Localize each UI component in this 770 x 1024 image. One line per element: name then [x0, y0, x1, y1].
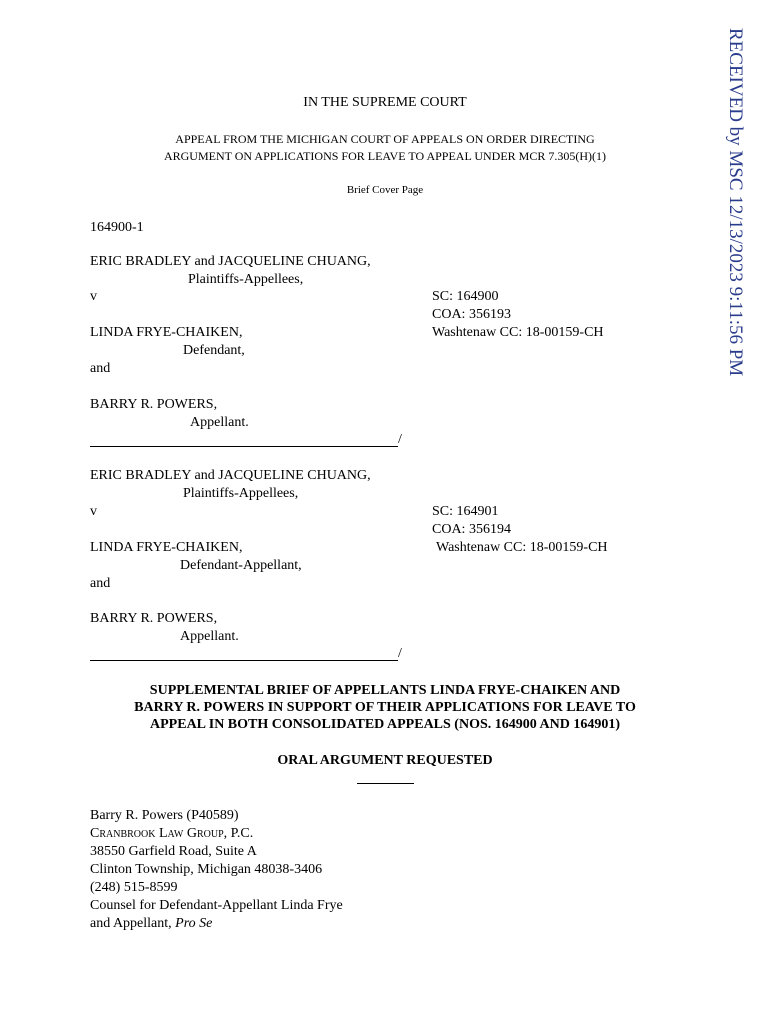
case2-defendant-role: Defendant-Appellant, [180, 558, 302, 573]
case2-sc-number: SC: 164901 [432, 504, 499, 519]
case2-caption-rule [90, 660, 398, 661]
counsel-address-1: 38550 Garfield Road, Suite A [90, 844, 257, 859]
counsel-phone: (248) 515-8599 [90, 880, 178, 895]
brief-title-line-1: SUPPLEMENTAL BRIEF OF APPELLANTS LINDA FRYE-CHAIKEN AND [149, 683, 621, 698]
case2-versus: v [90, 504, 97, 519]
case2-defendant: LINDA FRYE-CHAIKEN, [90, 540, 243, 555]
case2-and: and [90, 576, 111, 591]
case1-caption-slash: / [398, 432, 402, 447]
oral-argument-rule [357, 783, 414, 784]
case1-defendant: LINDA FRYE-CHAIKEN, [90, 325, 243, 340]
case1-defendant-role: Defendant, [183, 343, 245, 358]
counsel-role-2-prefix: and Appellant, [90, 916, 176, 931]
case1-and: and [90, 361, 111, 376]
counsel-firm: Cranbrook Law Group, P.C. [90, 826, 254, 841]
counsel-role-1: Counsel for Defendant-Appellant Linda Frye [90, 898, 343, 913]
cover-label: Brief Cover Page [346, 184, 424, 196]
case1-sc-number: SC: 164900 [432, 289, 499, 304]
counsel-address-2: Clinton Township, Michigan 48038-3406 [90, 862, 323, 877]
case1-cc-number: Washtenaw CC: 18-00159-CH [432, 325, 604, 340]
docket-number: 164900-1 [90, 220, 144, 235]
received-stamp: RECEIVED by MSC 12/13/2023 9:11:56 PM [725, 28, 746, 377]
brief-title-line-2: BARRY R. POWERS IN SUPPORT OF THEIR APPLICATIONS FOR LEAVE TO [134, 700, 636, 715]
case1-versus: v [90, 289, 97, 304]
case2-caption-slash: / [398, 646, 402, 661]
appeal-line-2: ARGUMENT ON APPLICATIONS FOR LEAVE TO APPEAL UNDER MCR 7.305(H)(1) [163, 149, 607, 163]
court-heading: IN THE SUPREME COURT [303, 95, 467, 110]
case2-plaintiffs: ERIC BRADLEY and JACQUELINE CHUANG, [90, 468, 371, 483]
counsel-role-2 [90, 915, 212, 933]
case1-appellant: BARRY R. POWERS, [90, 397, 218, 412]
case1-plaintiffs-role: Plaintiffs-Appellees, [188, 272, 304, 287]
oral-argument-heading: ORAL ARGUMENT REQUESTED [277, 753, 493, 768]
case2-cc-number: Washtenaw CC: 18-00159-CH [436, 540, 608, 555]
brief-title-line-3: APPEAL IN BOTH CONSOLIDATED APPEALS (NOS. 164900 AND 164901) [150, 717, 620, 732]
case2-appellant-role: Appellant. [180, 629, 239, 644]
counsel-pro-se: Pro Se [175, 916, 213, 931]
case2-appellant: BARRY R. POWERS, [90, 611, 218, 626]
case1-appellant-role: Appellant. [190, 415, 249, 430]
case1-plaintiffs: ERIC BRADLEY and JACQUELINE CHUANG, [90, 254, 371, 269]
case1-caption-rule [90, 446, 398, 447]
counsel-name: Barry R. Powers (P40589) [90, 808, 239, 823]
case1-coa-number: COA: 356193 [432, 307, 511, 322]
case2-plaintiffs-role: Plaintiffs-Appellees, [183, 486, 299, 501]
case2-coa-number: COA: 356194 [432, 522, 511, 537]
appeal-line-1: APPEAL FROM THE MICHIGAN COURT OF APPEALS ON ORDER DIRECTING [175, 132, 595, 146]
